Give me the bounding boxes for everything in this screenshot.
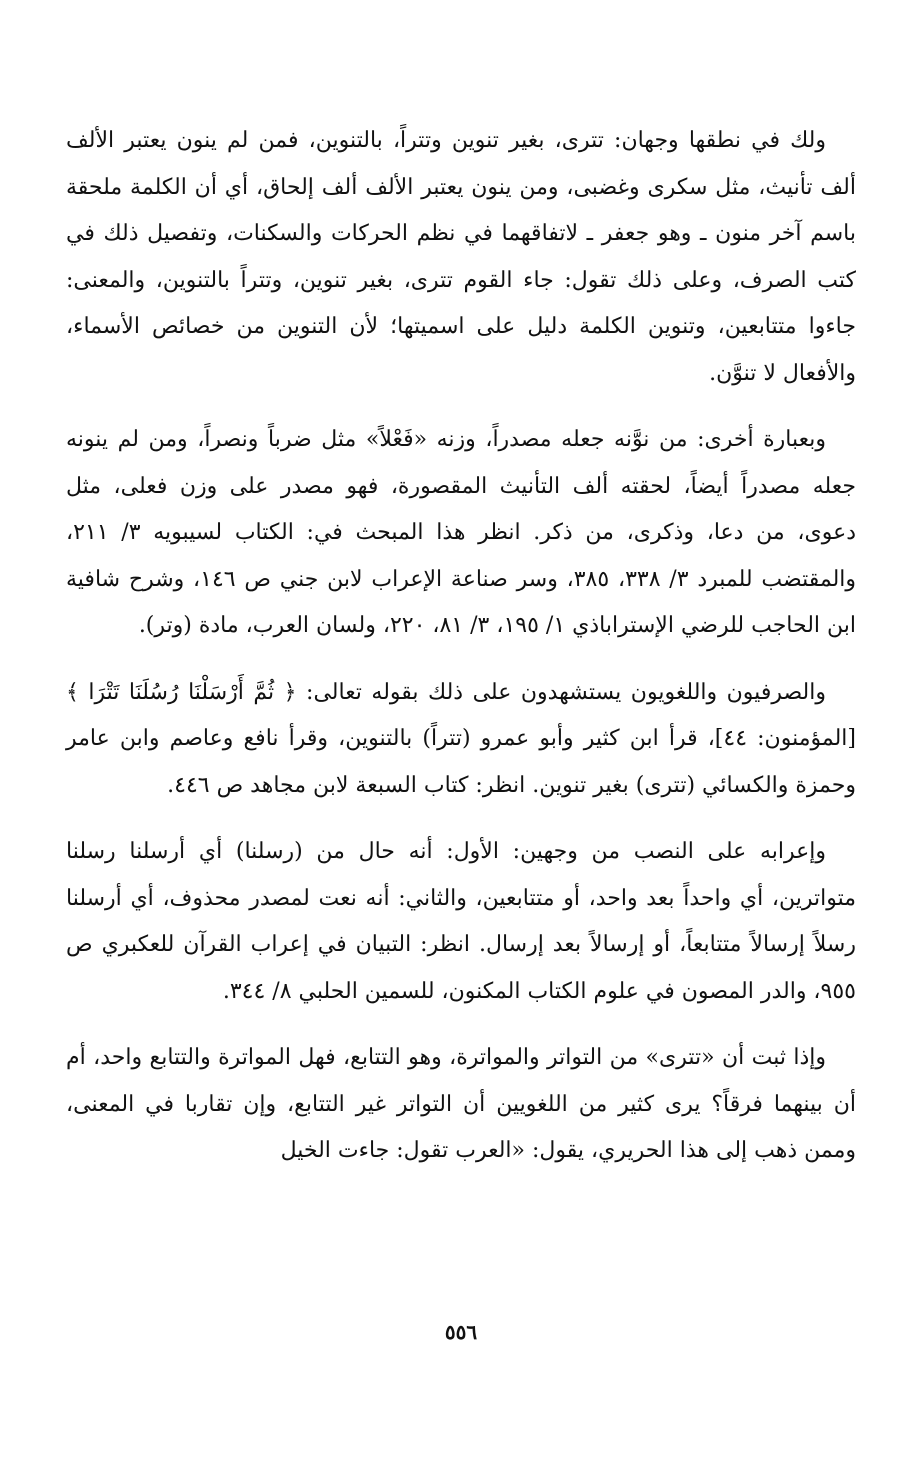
paragraph-2: وبعبارة أخرى: من نوَّنه جعله مصدراً، وزنه «فَعْلاً» مثل ضرباً ونصراً، ومن لم ينونه جعله مصدراً أيضاً، لحقته ألف التأنيث المقصورة، فهو مصدر على وزن فعلى، مثل دعوى، من دعا، وذكرى، من ذكر. انظر هذا المبحث في: الكتاب لسيبويه ٣/ ٢١١، والمقتضب للمبرد ٣/ ٣٣٨، ٣٨٥، وسر صناعة الإعراب لابن جني ص ١٤٦، وشرح شافية ابن الحاجب للرضي الإستراباذي ١/ ١٩٥، ٣/ ٨١، ٢٢٠، ولسان العرب، مادة (وتر).: [66, 427, 857, 638]
paragraph-4: وإعرابه على النصب من وجهين: الأول: أنه حال من (رسلنا) أي أرسلنا رسلنا متواترين، أي واحداً بعد واحد، أو متتابعين، والثاني: أنه نعت لمصدر محذوف، أي أرسلنا رسلاً إرسالاً متتابعاً، أو إرسالاً بعد إرسال. انظر: التبيان في إعراب القرآن للعكبري ص ٩٥٥، والدر المصون في علوم الكتاب المكنون، للسمين الحلبي ٨/ ٣٤٤.: [66, 839, 856, 1004]
paragraph-1: ولك في نطقها وجهان: تترى، بغير تنوين وتتراً، بالتنوين، فمن لم ينون يعتبر الألف ألف تأنيث، مثل سكرى وغضبى، ومن ينون يعتبر الألف ألف إلحاق، أي أن الكلمة ملحقة باسم آخر منون ـ وهو جعفر ـ لاتفاقهما في نظم الحركات والسكنات، وتفصيل ذلك في كتب الصرف، وعلى ذلك تقول: جاء القوم تترى، بغير تنوين، وتتراً بالتنوين، والمعنى: جاءوا متتابعين، وتنوين الكلمة دليل على اسميتها؛ لأن التنوين من خصائص الأسماء، والأفعال لا تنوَّن.: [66, 128, 856, 386]
page-number: ٥٥٦: [444, 1320, 478, 1344]
body-text: [66, 118, 856, 1195]
paragraph-3: والصرفيون واللغويون يستشهدون على ذلك بقوله تعالى: ﴿ ثُمَّ أَرْسَلْنَا رُسُلَنَا تَتْرَا ﴾ [المؤمنون: ٤٤]، قرأ ابن كثير وأبو عمرو (تتراً) بالتنوين، وقرأ نافع وعاصم وابن عامر وحمزة والكسائي (تترى) بغير تنوين. انظر: كتاب السبعة لابن مجاهد ص ٤٤٦.: [66, 679, 856, 798]
paragraph-5: وإذا ثبت أن «تترى» من التواتر والمواترة، وهو التتابع، فهل المواترة والتتابع واحد، أم أن بينهما فرقاً؟ يرى كثير من اللغويين أن التواتر غير التتابع، وإن تقاربا في المعنى، وممن ذهب إلى هذا الحريري، يقول: «العرب تقول: جاءت الخيل: [66, 1045, 856, 1163]
